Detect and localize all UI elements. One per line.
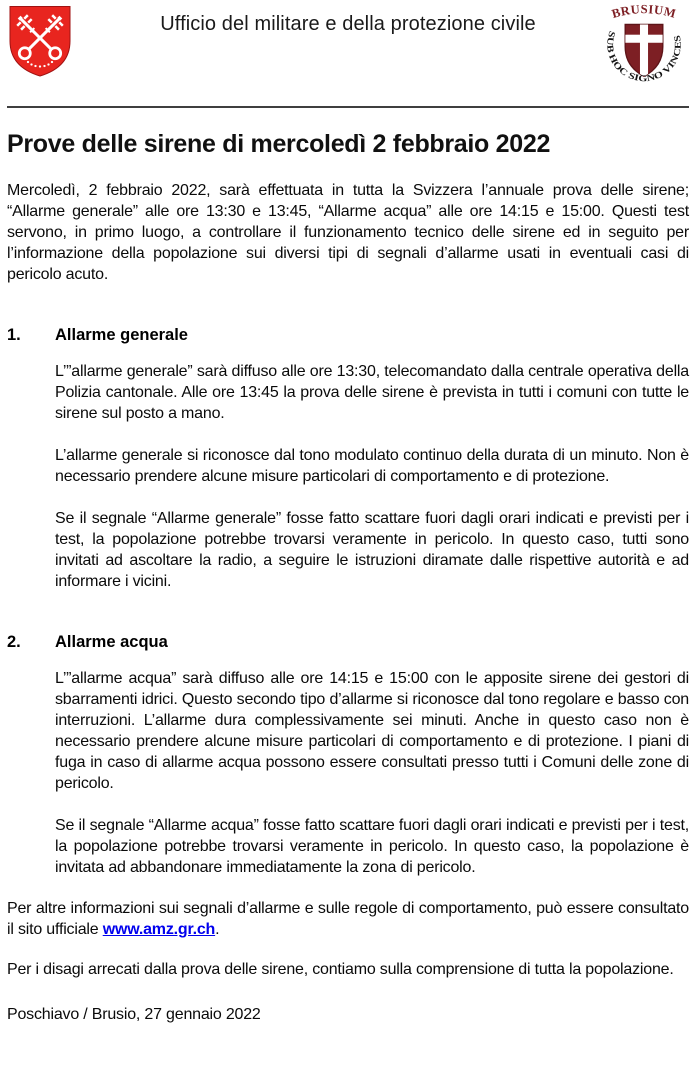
header-divider: [7, 106, 689, 108]
paragraph: Se il segnale “Allarme generale” fosse fatto scattare fuori dagli orari indicati e previsti per i test, la popolazione potrebbe trovarsi veramente in pericolo. In questo caso, tutti sono invitati ad ascoltare la radio, a seguire le istruzioni diramate dalle rispettive autorità e ad informare i vicini.: [55, 510, 689, 590]
intro-paragraph: Mercoledì, 2 febbraio 2022, sarà effettuata in tutta la Svizzera l’annuale prova delle sirene; “Allarme generale” alle ore 13:30 e 13:45, “Allarme acqua” alle ore 14:15 e 15:00. Questi test servono, in primo luogo, a controllare il funzionamento tecnico delle sirene ed in seguito per l’informazione della popolazione sui diversi tipi di segnali d’allarme usati in eventuali casi di pericolo acuto.: [7, 182, 689, 283]
letterhead: [7, 0, 689, 106]
info-paragraph: [7, 898, 689, 940]
document-title: Prove delle sirene di mercoledì 2 febbraio 2022: [7, 130, 551, 158]
section-title: Allarme acqua: [55, 633, 168, 651]
motto-label: SUB HOC SIGNO VINCES: [605, 29, 683, 84]
brusio-coat-of-arms-icon: [599, 2, 689, 88]
amz-link[interactable]: www.amz.gr.ch: [102, 921, 216, 938]
thanks-paragraph: Per i disagi arrecati dalla prova delle sirene, contiamo sulla comprensione di tutta la popolazione.: [7, 961, 674, 978]
paragraph: L’”allarme acqua” sarà diffuso alle ore 14:15 e 15:00 con le apposite sirene dei gestori di sbarramenti idrici. Questo secondo tipo d’allarme si riconosce dal tono regolare e basso con interruzioni. L’allarme dura complessivamente sei minuti. Anche in questo caso non è necessario prendere alcune misure particolari di comportamento e di protezione. I piani di fuga in caso di allarme acqua possono essere consultati presso tutti i Comuni delle zone di pericolo.: [55, 670, 689, 792]
section-allarme-acqua: [7, 632, 689, 878]
section-number: 1.: [7, 326, 21, 344]
brusium-label: BRUSIUM: [610, 2, 678, 21]
section-heading: [7, 325, 689, 346]
dateline: Poschiavo / Brusio, 27 gennaio 2022: [7, 1006, 261, 1023]
office-title: Ufficio del militare e della protezione civile: [160, 13, 536, 35]
section-allarme-generale: [7, 325, 689, 592]
section-body: [7, 668, 689, 878]
paragraph: L’”allarme generale” sarà diffuso alle ore 13:30, telecomandato dalla centrale operativa della Polizia cantonale. Alle ore 13:45 la prova delle sirene è prevista in tutti i comuni con tutte le sirene sul posto a mano.: [55, 363, 689, 422]
section-title: Allarme generale: [55, 326, 188, 344]
paragraph: L’allarme generale si riconosce dal tono modulato continuo della durata di un minuto. Non è necessario prendere alcune misure particolari di comportamento e di protezione.: [55, 447, 689, 485]
info-text-pre: Per altre informazioni sui segnali d’allarme e sulle regole di comportamento, può essere consultato il sito ufficiale: [7, 900, 689, 938]
paragraph: Se il segnale “Allarme acqua” fosse fatto scattare fuori dagli orari indicati e previsti per i test, la popolazione potrebbe trovarsi veramente in pericolo. In questo caso, la popolazione è invitata ad abbandonare immediatamente la zona di pericolo.: [55, 817, 689, 876]
section-heading: [7, 632, 689, 653]
info-text-post: .: [215, 921, 220, 938]
section-body: [7, 361, 689, 592]
section-number: 2.: [7, 633, 21, 651]
